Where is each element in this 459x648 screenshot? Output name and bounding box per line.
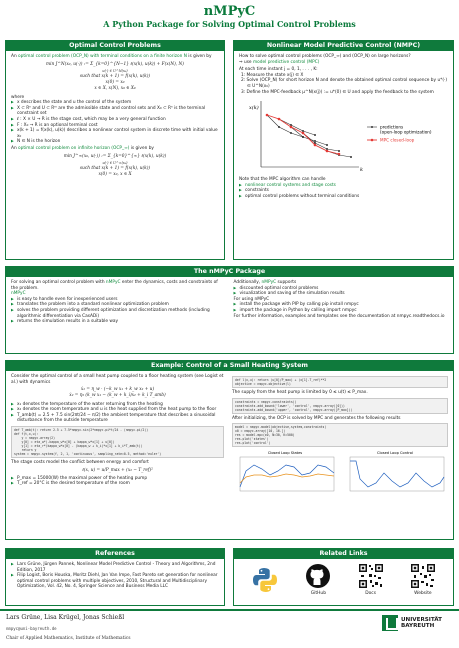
nmpc-steps — [239, 73, 448, 95]
footer-divider — [0, 609, 459, 611]
qr-code-icon — [410, 563, 436, 589]
package-right — [234, 280, 449, 325]
university-mark-icon — [382, 615, 398, 631]
list-item: ▶ visualization and saving of the simulation results — [234, 291, 449, 297]
qr-code-icon — [358, 563, 384, 589]
legend-predictions: predictions — [380, 124, 404, 130]
list-item: ▶ translates the problem into a standard nonlinear optimization problem — [11, 302, 226, 308]
package-name: nMPyC — [11, 291, 26, 297]
code-constraints: constraints = nmpyc.constraints() constraints.add_bound('lower', 'control', nmpyc.array([0])) constraints.add_bound('upper', 'control', nmpyc.array([P_max])) — [232, 398, 448, 414]
list-item: ▶ optimal control problems without terminal conditions — [239, 194, 448, 200]
package-docs-link[interactable]: For further information, examples and templates see the documentation at nmpyc.readthedocs.io — [233, 313, 445, 319]
ocp-infinite-formula: min J^∞(x₀, u(·)) := Σ_{k=0}^{∞} ℓ(x(k), u(k)) u(·) ∈ U^∞(x₀) such that x(k + 1) = f(x(k), u(k)) x(0) = x₀, x ∈ X — [63, 153, 167, 178]
docs-link[interactable] — [358, 563, 384, 596]
plot-closed-loop-states — [232, 449, 338, 497]
example-right — [232, 374, 448, 497]
package-support-list — [234, 286, 449, 297]
code-model: model = nmpyc.model(objective,system,constraints) x0 = nmpyc.array([10, 16.]) res = model.mpc(x0, N=30, K=500) res.plot('states') res.plot('control') — [232, 423, 448, 447]
python-icon — [251, 566, 279, 594]
references-panel — [5, 548, 225, 606]
list-item: ▶ T_ref = 20°C is the desired temperature of the room — [11, 481, 224, 487]
university-name: UNIVERSITÄT BAYREUTH — [401, 616, 442, 629]
list-item: ▶ x(k + 1) = f(x(k), u(k)) describes a nonlinear control system in discrete time with initial value x₀ — [11, 128, 219, 139]
list-item: 1: Measure the state x(j) ∈ X — [241, 72, 304, 78]
package-panel — [5, 266, 454, 354]
nmpc-loop: At each time instant j = 0, 1, . . . , K: — [239, 67, 318, 73]
mpc-ylabel: x(k) — [249, 105, 259, 112]
plot2-title: Closed Loop Control — [377, 451, 413, 456]
ocp-intro: An optimal control problem (OCP_N) with terminal conditions on a finite horizon N is given by — [11, 54, 212, 59]
nmpc-handles — [239, 183, 448, 200]
example-params — [11, 476, 224, 487]
poster-subtitle: A Python Package for Solving Optimal Control Problems — [103, 19, 356, 29]
list-item: ▶ P_max = 15000(W) the maximal power of the heating pump — [11, 476, 224, 482]
ocp-panel — [5, 40, 225, 260]
list-item: ▶ nonlinear control systems and stage costs — [239, 183, 448, 189]
github-label: GitHub — [310, 591, 326, 596]
code-objective: def l(x,u): return (u[0]/P_max) + (x[1]-T_ref)**2 objective = nmpyc.objective(l) — [232, 376, 448, 388]
package-left — [11, 280, 226, 325]
nmpc-panel — [233, 40, 454, 260]
github-icon — [305, 563, 331, 589]
plot1-title: Closed Loop States — [267, 451, 303, 456]
nmpc-note: Note that the MPC algorithm can handle — [239, 177, 326, 183]
list-item: 3: Define the MPC-feedback μ^N(x(j)) := u*(0) ∈ U and apply the feedback to the system — [241, 89, 434, 95]
code-system: def T_amb(t): return 2.5 + 7.5*nmpyc.sin(2*nmpyc.pi*t/24 - (nmpyc.pi/2)) def f(t,x,u): y = nmpyc.array(2) y[0] = eta_w*(-kappa_w*x[0] + kappa_w*x[1] + u[0]) y[1] = eta_r*(kappa_w*x[0] - (kappa_w + k_i)*x[1] + k_i*T_amb(t)) return y system = nmpyc.system(f, 2, 1, 'continuous', sampling_rate=0.5, method='euler') — [11, 426, 224, 458]
legend-mpc: MPC closed-loop — [380, 137, 415, 143]
plot-closed-loop-control — [342, 449, 448, 497]
list-item: ▶ x₁ denotes the temperature of the water returning from the heating — [11, 402, 224, 408]
related-heading: Related Links — [234, 549, 453, 559]
package-heading: The nMPyC Package — [6, 267, 453, 277]
example-intro: Consider the optimal control of a small heat pump coupled to a floor heating system (see Logist et al.) with dynamics — [11, 374, 224, 385]
ocp-definitions — [11, 100, 219, 145]
example-panel — [5, 360, 454, 540]
mpc-closed-loop — [267, 115, 339, 154]
list-item: 2: Solve (OCP_N) for short horizon N and denote the obtained optimal control sequence by u*(·) ∈ U^N(x₀) — [241, 78, 448, 89]
list-item: ▶ is easy to handle even for inexperienced users — [11, 297, 226, 303]
package-intro: For solving an optimal control problem with nMPyC enter the dynamics, costs and constraints of the problem. — [11, 280, 218, 291]
nmpc-answer: ⇒ use model predictive control (MPC) — [239, 59, 320, 65]
contact-email[interactable]: nmpyc@uni-bayreuth.de — [6, 626, 57, 631]
list-item: ▶ solves the problem providing different optimization and discretization methods (including algorithmic differentiation via CasADi) — [11, 308, 226, 319]
university-logo — [382, 615, 442, 631]
mpc-xlabel: k — [360, 167, 364, 174]
list-item: ▶ ℓ : X × U → R is the stage cost, which may be a very general function — [11, 117, 219, 123]
docs-label: Docs — [365, 591, 377, 596]
example-stage-formula: ℓ(x, u) = u/P_max + (x₂ − T_ref)² — [82, 467, 153, 473]
mpc-legend — [367, 125, 432, 143]
example-stage-text: The stage costs model the conflict between energy and comfort — [11, 459, 149, 465]
related-panel — [233, 548, 454, 606]
references-list — [11, 562, 219, 590]
chair-affiliation: Chair of Applied Mathematics, Institute of Mathematics — [6, 636, 131, 641]
website-label: Website — [414, 591, 432, 596]
example-dynamics: ẋ₁ = η_w · (−k_w x₁ + k_w x₂ + u) ẋ₂ = η₂ (k_w x₁ − (k_w + k_i)x₂ + k_i T_amb) — [69, 387, 166, 399]
list-item: ▶ x₂ denotes the room temperature and u is the heat supplied from the heat pump to the floor — [11, 407, 224, 413]
ocp-where: where — [11, 94, 25, 100]
ocp-infinite-intro: An optimal control problem on infinite horizon (OCP_∞) is given by — [11, 145, 154, 151]
nmpc-question: How to solve optimal control problems (OCP_∞) and (OCP_N) on large horizons? — [239, 54, 411, 59]
list-item: ▶ N ∈ N is the horizon — [11, 139, 219, 145]
ocp-heading: Optimal Control Problems — [6, 41, 224, 51]
list-item: ▶ constraints — [239, 188, 448, 194]
list-item: ▶ discounted optimal control problems — [234, 286, 449, 292]
list-item: ▶ Filip Logist, Boris Houska, Moritz Diehl, Jan Van Impe, Fast Pareto set generation for nonlinear optimal control problems with multiple objectives, 2010, Structural and Multidisciplinary Optimization, Vol. 42, No. 4, Springer Science and Business Media LLC — [11, 573, 219, 590]
example-after: After initializing, the OCP is solved by MPC and generates the following results — [232, 415, 401, 421]
authors: Lars Grüne, Lisa Krügel, Jonas Schießl — [6, 614, 125, 621]
pypi-link[interactable] — [251, 566, 279, 594]
legend-predictions-sub: (open-loop optimization) — [380, 129, 432, 135]
package-usage-list — [234, 302, 449, 313]
mpc-prediction-points — [266, 114, 352, 158]
ocp-finite-formula: min J^N(x₀, u(·)) := Σ_{k=0}^{N−1} ℓ(x(k), u(k)) + F(x(N), N) u(·) ∈ U^N(x₀) such that x(k + 1) = f(x(k), u(k)) x(0) = x₀ x ∈ X, x(N), x₀ ∈ X₀ — [46, 61, 184, 92]
list-item: ▶ install the package with PIP by calling pip install nmpyc — [234, 302, 449, 308]
list-item: ▶ x describes the state and u the control of the system — [11, 100, 219, 106]
package-usage: For using nMPyC — [233, 296, 270, 302]
list-item: ▶ returns the simulation results in a suitable way — [11, 319, 226, 325]
list-item: ▶ import the package in Python by calling import nmpyc — [234, 308, 449, 314]
mpc-illustration — [239, 97, 449, 175]
example-left — [11, 374, 224, 497]
package-supports: Additionally, nMPyC supports — [233, 280, 297, 285]
github-link[interactable] — [305, 563, 331, 596]
references-heading: References — [6, 549, 224, 559]
package-features — [11, 297, 226, 325]
list-item: ▶ Lars Grüne, Jürgen Pannek, Nonlinear Model Predictive Control - Theory and Algorithms, 2nd Edition, 2017 — [11, 562, 219, 573]
list-item: ▶ X ⊂ Rⁿ and U ⊂ Rᵐ are the admissible state and control sets and X₀ ⊂ Rⁿ is the terminal constraint set — [11, 106, 219, 117]
example-heading: Example: Control of a Small Heating System — [6, 361, 453, 371]
list-item: ▶ F : X₀ → R is an optional terminal cost — [11, 123, 219, 129]
example-supply: The supply from the heat pump is limited by 0 ≤ u(t) ≤ P_max. — [232, 390, 368, 395]
example-variables — [11, 402, 224, 424]
website-link[interactable] — [410, 563, 436, 596]
poster-title: nMPyC — [203, 4, 256, 19]
nmpc-heading: Nonlinear Model Predictive Control (NMPC) — [234, 41, 453, 51]
list-item: ▶ T_amb(t) = 2.5 + 7.5 sin(2πt/24 − π/2) the ambient temperature that describes a sinusoidal disturbance from the outside temperature — [11, 413, 224, 424]
